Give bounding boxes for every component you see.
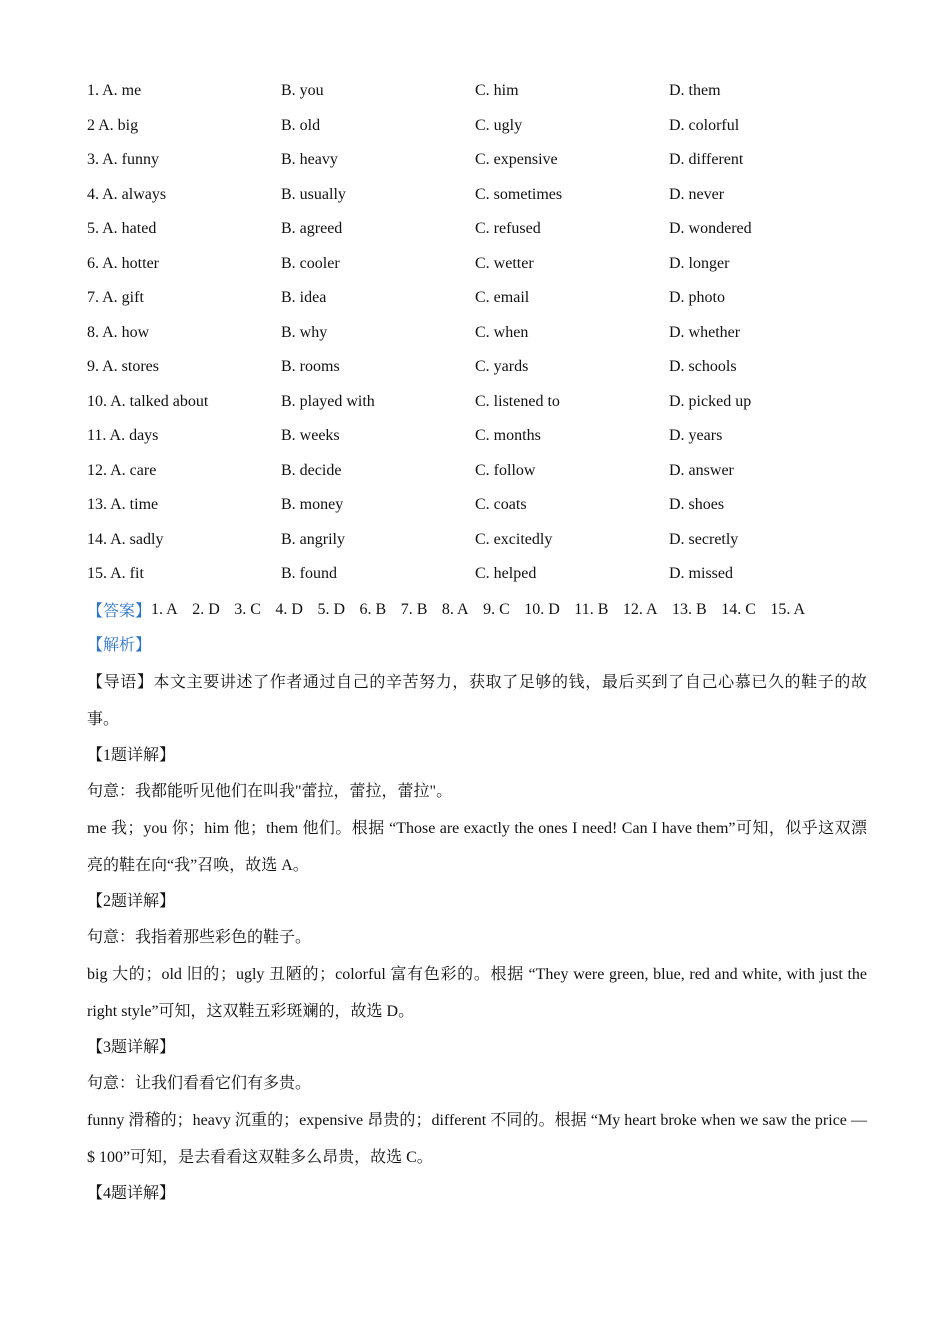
- option-b: B. played with: [281, 392, 375, 410]
- option-d: D. whether: [669, 323, 741, 341]
- option-d: D. longer: [669, 254, 730, 272]
- option-row: [87, 247, 867, 282]
- option-d: D. schools: [669, 358, 737, 376]
- option-a: 4. A. always: [87, 185, 167, 203]
- option-row: [87, 212, 867, 247]
- option-b: B. cooler: [281, 254, 340, 272]
- question-detail-heading: 【2题详解】: [87, 892, 176, 910]
- option-a: 2 A. big: [87, 116, 139, 134]
- option-c: C. months: [475, 427, 541, 445]
- option-d: D. wondered: [669, 220, 752, 238]
- option-row: [87, 557, 867, 592]
- option-row: [87, 74, 867, 109]
- option-a: 8. A. how: [87, 323, 150, 341]
- option-b: B. why: [281, 323, 328, 341]
- sentence-meaning: 句意：让我们看看它们有多贵。: [87, 1074, 312, 1092]
- option-d: D. them: [669, 82, 721, 100]
- option-a: 7. A. gift: [87, 289, 144, 307]
- answer-item: 1. A: [151, 600, 178, 618]
- option-row: [87, 523, 867, 558]
- option-c: C. expensive: [475, 151, 558, 169]
- option-b: B. you: [281, 82, 324, 100]
- options-table: [87, 74, 867, 592]
- option-d: D. picked up: [669, 392, 752, 410]
- option-row: [87, 178, 867, 213]
- answer-item: 3. C: [234, 600, 261, 618]
- option-b: B. idea: [281, 289, 327, 307]
- option-c: C. him: [475, 82, 519, 100]
- question-detail-heading: 【1题详解】: [87, 746, 176, 764]
- option-b: B. agreed: [281, 220, 343, 238]
- option-c: C. helped: [475, 565, 537, 583]
- answer-item: 13. B: [672, 600, 707, 618]
- option-b: B. decide: [281, 461, 342, 479]
- option-a: 9. A. stores: [87, 358, 159, 376]
- answer-key: [87, 592, 867, 628]
- option-c: C. listened to: [475, 392, 560, 410]
- option-c: C. sometimes: [475, 185, 563, 203]
- option-c: C. follow: [475, 461, 536, 479]
- answer-item: 2. D: [192, 600, 220, 618]
- option-c: C. ugly: [475, 116, 523, 134]
- answer-item: 6. B: [359, 600, 387, 618]
- option-row: [87, 419, 867, 454]
- option-a: 15. A. fit: [87, 565, 144, 583]
- option-c: C. email: [475, 289, 530, 307]
- answer-item: 15. A: [770, 600, 806, 618]
- option-a: 10. A. talked about: [87, 392, 209, 410]
- question-detail-heading: 【4题详解】: [87, 1184, 176, 1202]
- option-row: [87, 350, 867, 385]
- answer-item: 8. A: [441, 600, 469, 618]
- answer-item: 12. A: [622, 600, 658, 618]
- option-d: D. never: [669, 185, 725, 203]
- question-detail-heading: 【3题详解】: [87, 1038, 176, 1056]
- option-row: [87, 385, 867, 420]
- option-row: [87, 488, 867, 523]
- option-b: B. rooms: [281, 358, 340, 376]
- sentence-meaning: 句意：我指着那些彩色的鞋子。: [87, 928, 312, 946]
- explanation-paragraph: funny 滑稽的；heavy 沉重的；expensive 昂贵的；different 不同的。根据 “My heart broke when we saw the price —$ 100”可知，是去看看这双鞋多么昂贵，故选 C。: [87, 1111, 867, 1166]
- option-a: 14. A. sadly: [87, 530, 164, 548]
- option-b: B. weeks: [281, 427, 340, 445]
- option-b: B. money: [281, 496, 344, 514]
- answer-tag: 【答案】: [87, 603, 152, 620]
- option-row: [87, 281, 867, 316]
- explanation-paragraph: big 大的；old 旧的；ugly 丑陋的；colorful 富有色彩的。根据 “They were green, blue, red and white, with just the right style”可知，这双鞋五彩斑斓的，故选 D。: [87, 965, 867, 1020]
- option-d: D. secretly: [669, 530, 739, 548]
- answer-item: 5. D: [317, 600, 346, 618]
- option-d: D. shoes: [669, 496, 725, 514]
- option-c: C. yards: [475, 358, 529, 376]
- option-a: 11. A. days: [87, 427, 159, 445]
- option-c: C. wetter: [475, 254, 534, 272]
- option-a: 12. A. care: [87, 461, 157, 479]
- option-d: D. different: [669, 151, 744, 169]
- option-b: B. usually: [281, 185, 346, 203]
- answer-item: 11. B: [574, 600, 609, 618]
- option-a: 6. A. hotter: [87, 254, 159, 272]
- document-page: [87, 74, 867, 1212]
- option-c: C. refused: [475, 220, 541, 238]
- explanation-paragraph: me 我；you 你；him 他；them 他们。根据 “Those are exactly the ones I need! Can I have them”可知，似乎这双漂亮的鞋在向“我”召唤，故选 A。: [87, 819, 867, 874]
- sentence-meaning: 句意：我都能听见他们在叫我"蕾拉，蕾拉，蕾拉"。: [87, 782, 453, 800]
- answer-item: 7. B: [400, 600, 428, 618]
- option-a: 1. A. me: [87, 82, 142, 100]
- option-c: C. excitedly: [475, 530, 553, 548]
- option-row: [87, 143, 867, 178]
- option-d: D. years: [669, 427, 723, 445]
- intro-paragraph: 【导语】本文主要讲述了作者通过自己的辛苦努力，获取了足够的钱，最后买到了自己心慕已久的鞋子的故事。: [87, 673, 867, 728]
- option-d: D. colorful: [669, 116, 740, 134]
- answer-item: 9. C: [483, 600, 510, 618]
- answer-item: 4. D: [275, 600, 303, 618]
- option-b: B. old: [281, 116, 321, 134]
- option-b: B. heavy: [281, 151, 338, 169]
- option-row: [87, 316, 867, 351]
- analysis-tag: 【解析】: [87, 636, 152, 654]
- option-d: D. photo: [669, 289, 725, 307]
- option-d: D. missed: [669, 565, 733, 583]
- option-d: D. answer: [669, 461, 734, 479]
- option-a: 3. A. funny: [87, 151, 159, 169]
- option-a: 5. A. hated: [87, 220, 157, 238]
- option-row: [87, 109, 867, 144]
- answer-item: 14. C: [721, 600, 756, 618]
- option-c: C. when: [475, 323, 529, 341]
- answer-item: 10. D: [524, 600, 560, 618]
- option-b: B. angrily: [281, 530, 345, 548]
- option-a: 13. A. time: [87, 496, 159, 514]
- option-b: B. found: [281, 565, 337, 583]
- option-row: [87, 454, 867, 489]
- option-c: C. coats: [475, 496, 527, 514]
